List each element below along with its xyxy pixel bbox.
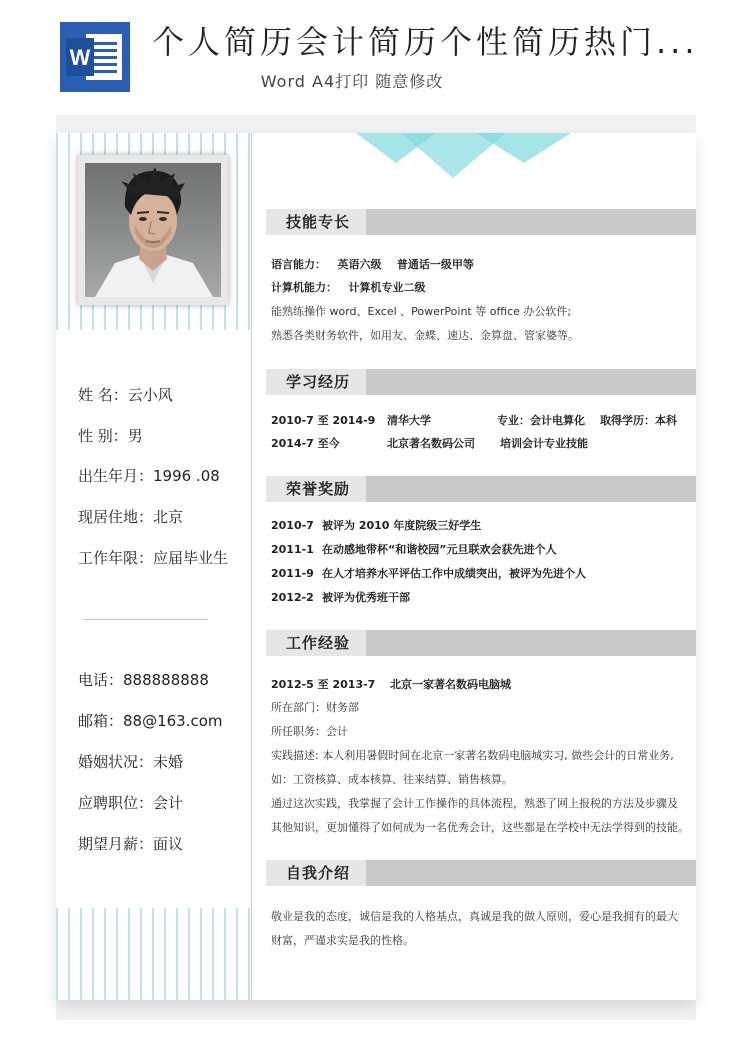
- section-header-honors: [266, 476, 696, 502]
- profile-position: 应聘职位：会计: [78, 794, 184, 812]
- profile-name: 姓 名：云小风: [78, 386, 173, 404]
- skills-finance-software: 熟悉各类财务软件，如用友、金蝶、速达、金算盘、管家婆等。: [271, 329, 579, 342]
- section-title-skills: 技能专长: [286, 213, 351, 231]
- education-row: 2014-7 至今 北京著名数码公司 培训会计专业技能: [271, 437, 588, 450]
- section-header-about: [266, 860, 696, 886]
- svg-text:W: W: [69, 45, 91, 70]
- resume-page: [56, 133, 696, 1000]
- work-description: 如：工资核算、成本核算、往来结算、销售核算。: [271, 773, 513, 786]
- work-description: 实践描述: 本人利用暑假时间在北京一家著名数码电脑城实习, 做些会计的日常业务,: [271, 749, 674, 762]
- profile-column: [56, 133, 252, 1000]
- profile-birth: 出生年月：1996 .08: [78, 467, 220, 485]
- word-icon: [60, 22, 130, 92]
- education-row: 2010-7 至 2014-9 清华大学 专业：会计电算化 取得学历：本科: [271, 414, 677, 427]
- section-title-about: 自我介绍: [286, 864, 351, 882]
- about-text: 敬业是我的态度，诚信是我的人格基点，真诚是我的做人原则，爱心是我拥有的最大: [271, 910, 678, 923]
- document-title: 个人简历会计简历个性简历热门...: [152, 23, 699, 61]
- section-header-work: [266, 630, 696, 656]
- section-title-work: 工作经验: [286, 634, 351, 652]
- profile-salary: 期望月薪：面议: [78, 835, 184, 853]
- profile-photo-frame: [78, 155, 228, 305]
- profile-phone: 电话：888888888: [78, 671, 209, 689]
- work-description: 通过这次实践，我掌握了会计工作操作的具体流程，熟悉了网上报税的方法及步骤及: [271, 797, 678, 810]
- profile-gender: 性 别：男: [78, 427, 143, 445]
- decorative-triangles: [356, 133, 571, 178]
- profile-photo: [85, 163, 221, 297]
- honor-item: 2011-1 在动感地带杯“和谐校园”元旦联欢会获先进个人: [271, 543, 557, 556]
- stripe-pattern-bottom: [56, 908, 251, 1000]
- honor-item: 2012-2 被评为优秀班干部: [271, 591, 410, 604]
- section-header-skills: [266, 209, 696, 235]
- honor-item: 2011-9 在人才培养水平评估工作中成绩突出，被评为先进个人: [271, 567, 586, 580]
- profile-marital: 婚姻状况：未婚: [78, 753, 184, 771]
- profile-email: 邮箱：88@163.com: [78, 712, 223, 730]
- profile-divider: [82, 619, 208, 620]
- work-description: 其他知识，更加懂得了如何成为一名优秀会计，这些都是在学校中无法学得到的技能。: [271, 821, 689, 834]
- section-header-education: [266, 369, 696, 395]
- document-subtitle: Word A4打印 随意修改: [260, 72, 444, 91]
- work-period: 2012-5 至 2013-7 北京一家著名数码电脑城: [271, 678, 511, 691]
- section-title-education: 学习经历: [286, 373, 351, 391]
- honor-item: 2010-7 被评为 2010 年度院级三好学生: [271, 519, 482, 532]
- work-department: 所在部门：财务部: [271, 701, 359, 714]
- work-role: 所任职务：会计: [271, 725, 348, 738]
- skills-office: 能熟练操作 word、Excel 、PowerPoint 等 office 办公软件;: [271, 305, 572, 318]
- skills-computer: 计算机能力： 计算机专业二级: [271, 281, 426, 294]
- about-text: 财富，严谨求实是我的性格。: [271, 934, 414, 947]
- section-title-honors: 荣誉奖励: [286, 480, 351, 498]
- profile-experience-years: 工作年限：应届毕业生: [78, 549, 229, 567]
- profile-residence: 现居住地：北京: [78, 508, 184, 526]
- skills-language: 语言能力： 英语六级 普通话一级甲等: [271, 258, 474, 271]
